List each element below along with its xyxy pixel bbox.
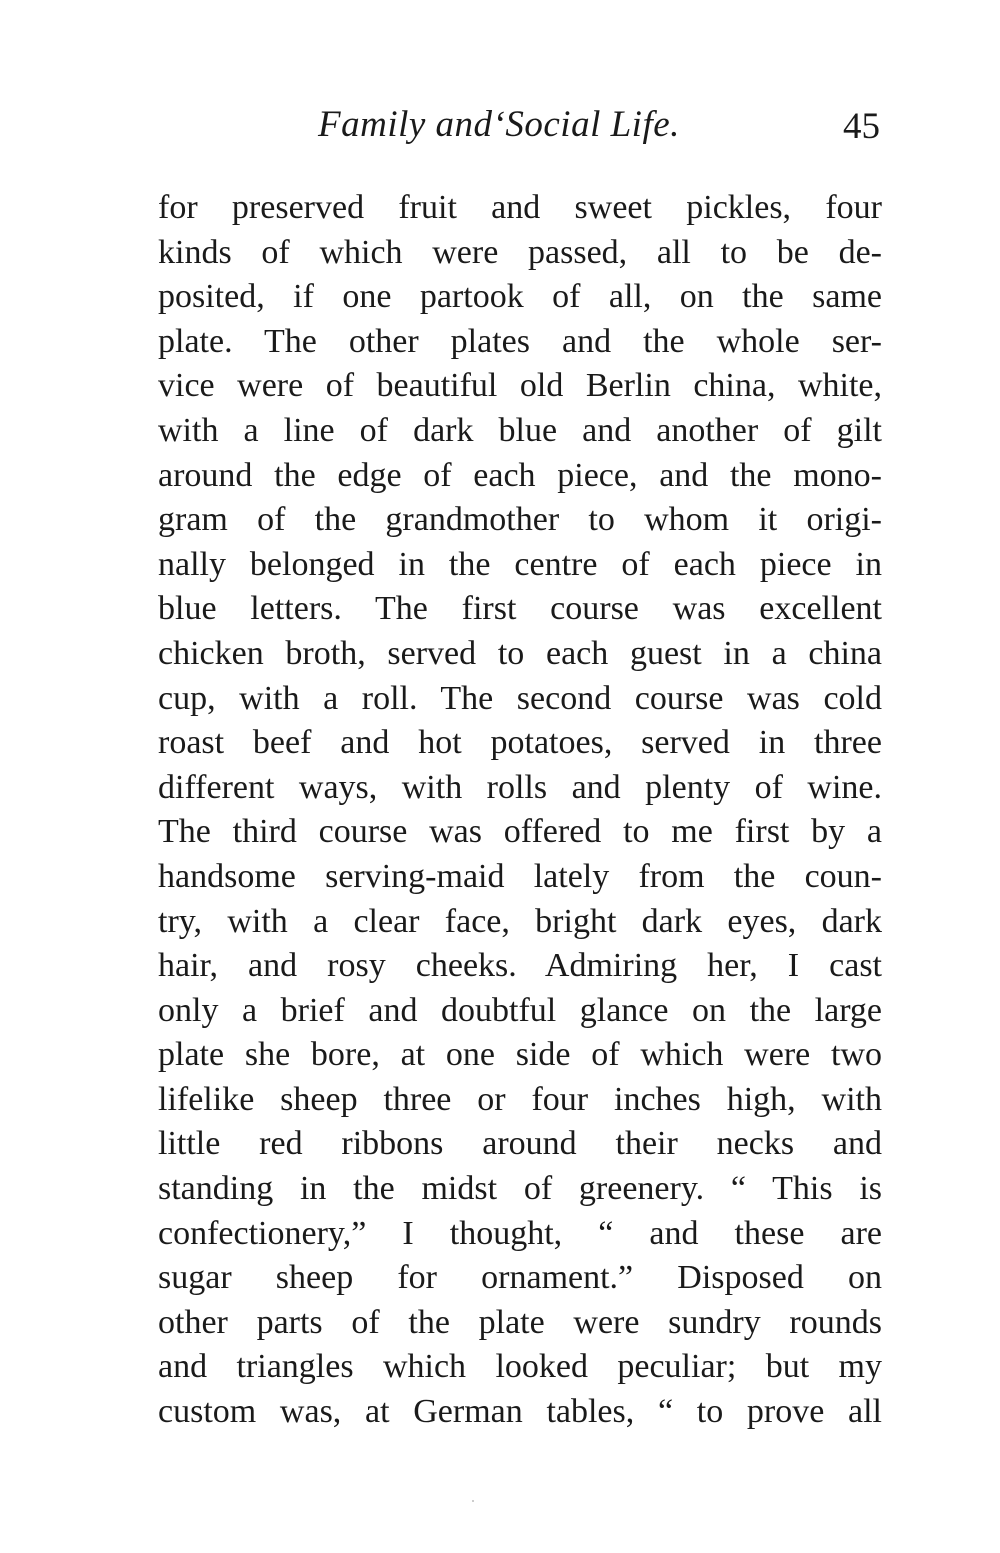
text-line: plate she bore, at one side of which were two (158, 1036, 882, 1074)
text-line: cup, with a roll. The second course was cold (158, 679, 882, 717)
text-line: gram of the grandmother to whom it origi- (158, 501, 882, 539)
text-line: and triangles which looked peculiar; but my (158, 1348, 882, 1386)
text-line: nally belonged in the centre of each piece in (158, 545, 882, 583)
text-line: for preserved fruit and sweet pickles, four (158, 189, 882, 226)
page-number: 45 (843, 106, 880, 147)
text-line: chicken broth, served to each guest in a china (158, 634, 882, 672)
text-line: posited, if one partook of all, on the same (158, 278, 882, 316)
text-line: hair, and rosy cheeks. Admiring her, I cast (158, 947, 882, 985)
paper-speck (472, 1500, 474, 1502)
text-line: custom was, at German tables, “ to prove all (158, 1393, 882, 1431)
text-line: try, with a clear face, bright dark eyes, dark (158, 902, 882, 940)
text-line: confectionery,” I thought, “ and these are (158, 1214, 882, 1252)
text-line: vice were of beautiful old Berlin china, white, (158, 367, 882, 405)
text-line: blue letters. The first course was excellent (158, 590, 882, 628)
text-line: lifelike sheep three or four inches high, with (158, 1080, 882, 1118)
text-line: roast beef and hot potatoes, served in three (158, 724, 882, 762)
text-line: kinds of which were passed, all to be de- (158, 233, 882, 271)
text-line: different ways, with rolls and plenty of wine. (158, 768, 882, 806)
text-line: standing in the midst of greenery. “ This is (158, 1170, 882, 1208)
text-line: The third course was offered to me first by a (158, 813, 882, 851)
text-line: handsome serving-maid lately from the coun- (158, 857, 882, 895)
text-line: with a line of dark blue and another of gilt (158, 411, 882, 449)
running-head (158, 100, 882, 150)
text-line: plate. The other plates and the whole ser- (158, 322, 882, 360)
text-line: other parts of the plate were sundry rounds (158, 1303, 882, 1341)
text-line: sugar sheep for ornament.” Disposed on (158, 1259, 882, 1297)
running-title: Family andʻSocial Life. (318, 104, 680, 145)
body-text (158, 186, 882, 1435)
text-line: around the edge of each piece, and the mono- (158, 456, 882, 494)
text-line: little red ribbons around their necks and (158, 1125, 882, 1163)
text-line: only a brief and doubtful glance on the large (158, 991, 882, 1029)
